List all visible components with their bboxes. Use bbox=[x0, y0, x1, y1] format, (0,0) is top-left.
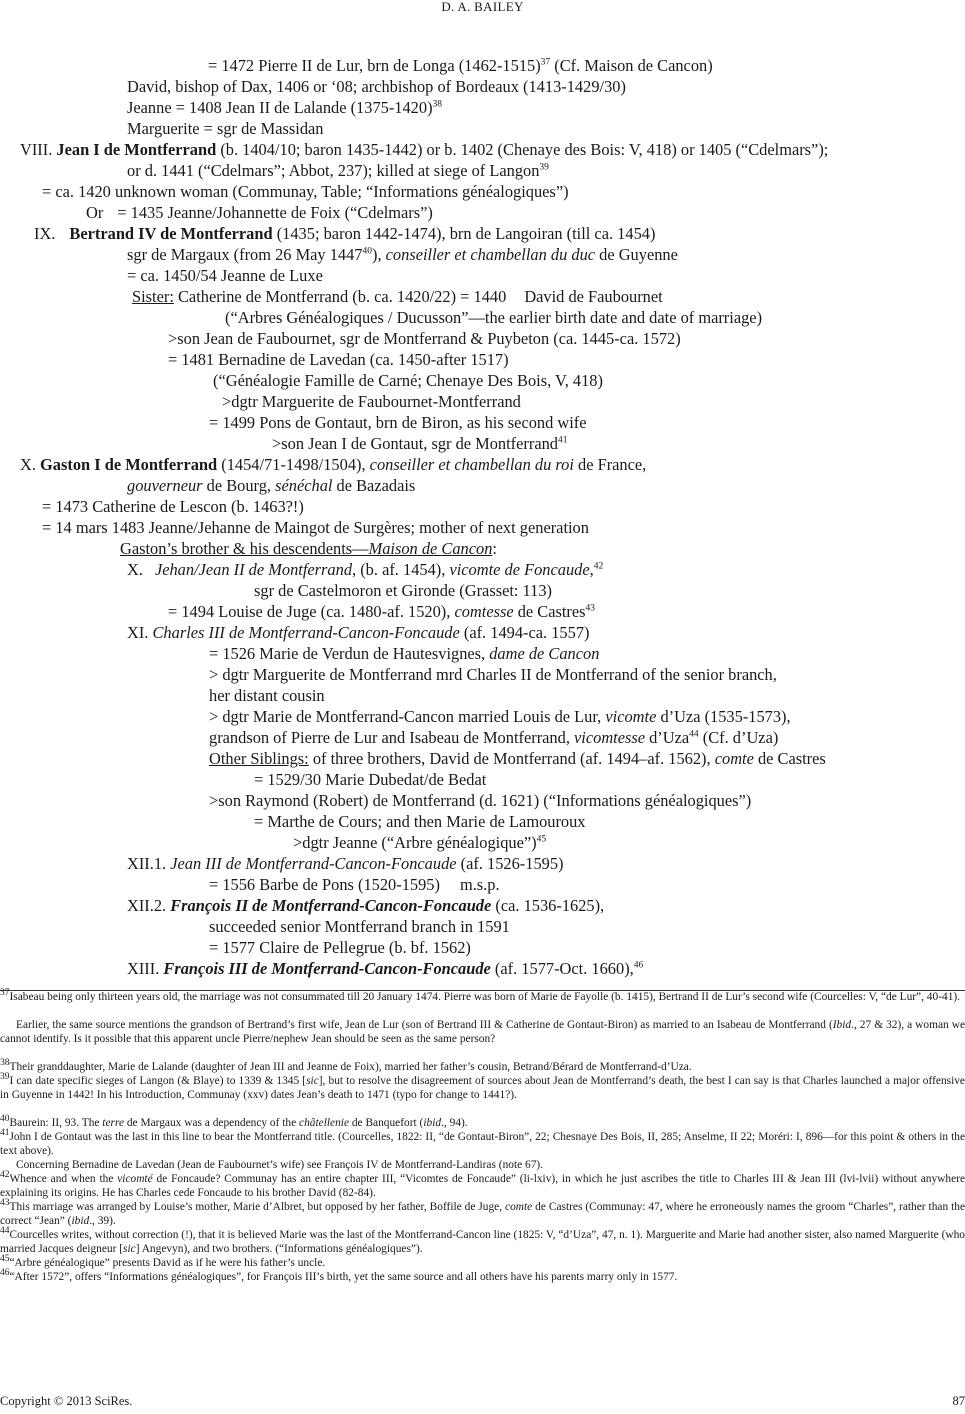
footnote: $^{44}$Courcelles writes, without correction (!), that it is believed Marie was the last of the Montferrand-Cancon line (1825: V, “d’Uza”, 47, n. 1). Marguerite and Marie had another sister, also named Marguerite (who married Jacques deigneur [sic] Angevyn), and two brothers. (“Informations généalogiques”). bbox=[0, 1226, 965, 1255]
branch-heading: Gaston’s brother & his descendents—Maison de Cancon: bbox=[120, 539, 497, 558]
entry-line: = 1526 Marie de Verdun de Hautesvignes, dame de Cancon bbox=[209, 644, 600, 663]
generation-heading: VIII. Jean I de Montferrand (b. 1404/10; baron 1435-1442) or b. 1402 (Chenaye des Bois: V, 418) or 1405 (“Cdelmars”); bbox=[20, 140, 829, 159]
entry-line: sgr de Margaux (from 26 May 1447$^{40}$), conseiller et chambellan du duc de Guyenne bbox=[127, 245, 678, 264]
entry-line: = 1577 Claire de Pellegrue (b. bf. 1562) bbox=[209, 938, 471, 957]
entry-line: >dgtr Marguerite de Faubournet-Montferrand bbox=[222, 392, 521, 411]
entry-line: Other Siblings: of three brothers, David de Montferrand (af. 1494–af. 1562), comte de Castres bbox=[209, 749, 826, 768]
footnote: $^{42}$Whence and when the vicomté de Foncaude? Communay has an entire chapter III, “Vicomtes de Foncaude” (li-lxiv), in which he just ascribes the title to Charles III & Jean III (lvi-lvii) without anywhere explaining its origins. He has Charles cede Foncaude to his brother David (82-84). bbox=[0, 1170, 965, 1199]
entry-line: >dgtr Jeanne (“Arbre généalogique”)$^{45}$ bbox=[293, 833, 547, 852]
generation-heading: IX. Bertrand IV de Montferrand (1435; baron 1442-1474), brn de Langoiran (till ca. 1454) bbox=[34, 224, 656, 243]
copyright-notice: Copyright © 2013 SciRes. bbox=[0, 1394, 133, 1408]
entry-line: grandson of Pierre de Lur and Isabeau de Montferrand, vicomtesse d’Uza$^{44}$ (Cf. d’Uza) bbox=[209, 728, 779, 747]
entry-line: = ca. 1420 unknown woman (Communay, Table; “Informations généalogiques”) bbox=[42, 182, 569, 201]
entry-line: = 1494 Louise de Juge (ca. 1480-af. 1520), comtesse de Castres$^{43}$ bbox=[168, 602, 596, 621]
footnote: Earlier, the same source mentions the grandson of Bertrand’s first wife, Jean de Lur (son of Bertrand III & Catherine de Gontaut-Biron) as married to an Isabeau de Montferrand (Ibid., 27 & 32), a woman we cannot identify. Is it possible that this apparent uncle Pierre/nephew Jean should be seen as the same person? bbox=[0, 1019, 965, 1045]
entry-line: = 1529/30 Marie Dubedat/de Bedat bbox=[254, 770, 487, 789]
entry-line: >son Raymond (Robert) de Montferrand (d. 1621) (“Informations généalogiques”) bbox=[209, 791, 752, 810]
entry-line: David, bishop of Dax, 1406 or ‘08; archbishop of Bordeaux (1413-1429/30) bbox=[127, 77, 626, 96]
entry-line: Jeanne = 1408 Jean II de Lalande (1375-1420)$^{38}$ bbox=[127, 98, 443, 117]
entry-line: = 1499 Pons de Gontaut, brn de Biron, as his second wife bbox=[209, 413, 587, 432]
entry-line: sgr de Castelmoron et Gironde (Grasset: 113) bbox=[254, 581, 552, 600]
entry-line: = 1481 Bernadine de Lavedan (ca. 1450-after 1517) bbox=[168, 350, 509, 369]
entry-line: succeeded senior Montferrand branch in 1591 bbox=[209, 917, 510, 936]
entry-line: = Marthe de Cours; and then Marie de Lamouroux bbox=[254, 812, 586, 831]
entry-line: her distant cousin bbox=[209, 686, 325, 705]
generation-heading: XIII. François III de Montferrand-Cancon-Foncaude (af. 1577-Oct. 1660),$^{46}$ bbox=[127, 959, 644, 978]
footnote: $^{45}$“Arbre généalogique” presents David as if he were his father’s uncle. bbox=[0, 1254, 326, 1269]
footnote: $^{46}$“After 1572”, offers “Informations généalogiques”, for François III’s birth, yet the same source and all others have his parents marry only in 1577. bbox=[0, 1268, 678, 1283]
footnote: $^{38}$Their granddaughter, Marie de Lalande (daughter of Jean III and Jeanne de Foix), married her father’s cousin, Betrand/Bérard de Montferrand-d’Uza. bbox=[0, 1058, 692, 1073]
entry-line: = ca. 1450/54 Jeanne de Luxe bbox=[127, 266, 323, 285]
generation-heading: X. Jehan/Jean II de Montferrand, (b. af. 1454), vicomte de Foncaude,$^{42}$ bbox=[127, 560, 604, 579]
entry-line: Or = 1435 Jeanne/Johannette de Foix (“Cdelmars”) bbox=[86, 203, 433, 222]
entry-line: or d. 1441 (“Cdelmars”; Abbot, 237); killed at siege of Langon$^{39}$ bbox=[127, 161, 549, 180]
entry-line: (“Arbres Généalogiques / Ducusson”—the earlier birth date and date of marriage) bbox=[225, 308, 763, 327]
entry-line: > dgtr Marguerite de Montferrand mrd Charles II de Montferrand of the senior branch, bbox=[209, 665, 777, 684]
footnote: $^{43}$This marriage was arranged by Louise’s mother, Marie d’Albret, but opposed by her father, Boffile de Juge, comte de Castres (Communay: 47, where he erroneously names the groom “Charles”, rather than the correct “Jean” (ibid., 39). bbox=[0, 1198, 965, 1227]
generation-heading: XI. Charles III de Montferrand-Cancon-Foncaude (af. 1494-ca. 1557) bbox=[127, 623, 590, 642]
entry-line: = 14 mars 1483 Jeanne/Jehanne de Maingot de Surgères; mother of next generation bbox=[42, 518, 589, 537]
footnote: $^{39}$I can date specific sieges of Langon (& Blaye) to 1339 & 1345 [sic], but to resolve the disagreement of sources about Jean de Montferrand’s death, the best I can say is that Charles launched a major offensive in Guyenne in 1442! In his Introduction, Communay (xxv) dates Jean’s death to 1471 (typo for change to 1441?). bbox=[0, 1072, 965, 1101]
footnote: $^{41}$John I de Gontaut was the last in this line to bear the Montferrand title. (Courcelles, 1822: II, “de Gontaut-Biron”, 22; Chesnaye Des Bois, II, 285; Anselme, II 22; Moréri: I, 896—for this point & others in the text above). bbox=[0, 1128, 965, 1157]
entry-line: gouverneur de Bourg, sénéchal de Bazadais bbox=[127, 476, 416, 495]
entry-line: = 1473 Catherine de Lescon (b. 1463?!) bbox=[42, 497, 304, 516]
footnote: Concerning Bernadine de Lavedan (Jean de Faubournet’s wife) see François IV de Montferrand-Landiras (note 67). bbox=[16, 1159, 544, 1171]
page-number: 87 bbox=[952, 1394, 965, 1408]
entry-line: >son Jean I de Gontaut, sgr de Montferrand$^{41}$ bbox=[272, 434, 568, 453]
entry-line: > dgtr Marie de Montferrand-Cancon married Louis de Lur, vicomte d’Uza (1535-1573), bbox=[209, 707, 791, 726]
entry-line: >son Jean de Faubournet, sgr de Montferrand & Puybeton (ca. 1445-ca. 1572) bbox=[168, 329, 681, 348]
footnote: $^{40}$Baurein: II, 93. The terre de Margaux was a dependency of the châtellenie de Banquefort (ibid., 94). bbox=[0, 1114, 468, 1129]
entry-line: = 1472 Pierre II de Lur, brn de Longa (1462-1515)$^{37}$ (Cf. Maison de Cancon) bbox=[208, 56, 713, 75]
entry-line: = 1556 Barbe de Pons (1520-1595) m.s.p. bbox=[209, 875, 500, 894]
entry-line: (“Généalogie Famille de Carné; Chenaye Des Bois, V, 418) bbox=[213, 371, 603, 390]
running-head: D. A. BAILEY bbox=[441, 0, 524, 14]
generation-heading: X. Gaston I de Montferrand (1454/71-1498/1504), conseiller et chambellan du roi de France, bbox=[20, 455, 647, 474]
footnote: $^{37}$Isabeau being only thirteen years old, the marriage was not consummated till 20 January 1474. Pierre was born of Marie de Fayolle (b. 1415), Bertrand II de Lur’s second wife (Courcelles: V, “de Lur”, 40-41). bbox=[0, 988, 961, 1003]
entry-line: Marguerite = sgr de Massidan bbox=[127, 119, 324, 138]
generation-heading: XII.1. Jean III de Montferrand-Cancon-Foncaude (af. 1526-1595) bbox=[127, 854, 564, 873]
entry-line: Sister: Catherine de Montferrand (b. ca. 1420/22) = 1440 David de Faubournet bbox=[132, 287, 663, 306]
generation-heading: XII.2. François II de Montferrand-Cancon-Foncaude (ca. 1536-1625), bbox=[127, 896, 605, 915]
